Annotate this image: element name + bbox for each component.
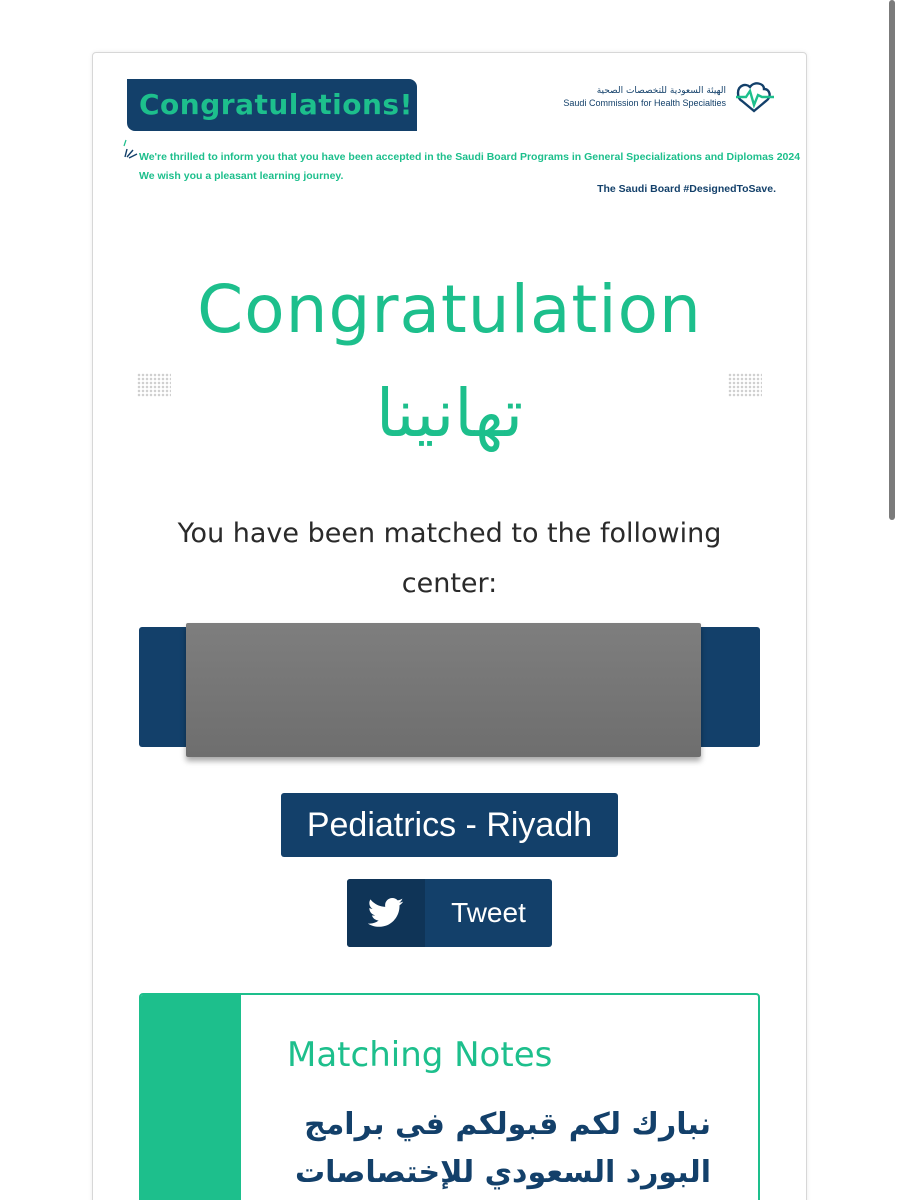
scrollbar-track[interactable] (885, 0, 899, 1200)
page-title-arabic: تهانينا (375, 375, 524, 452)
matching-notes-panel (139, 993, 760, 1200)
scfhs-logo (563, 79, 776, 115)
redacted-center-name (186, 623, 701, 757)
page-title-english: Congratulation (197, 271, 702, 348)
scrollbar-thumb[interactable] (889, 0, 895, 520)
acceptance-card (92, 52, 807, 1200)
tweet-label[interactable]: Tweet (451, 897, 526, 928)
tweet-button[interactable] (347, 879, 552, 947)
notes-title: Matching Notes (287, 1035, 553, 1075)
tweet-icon-box[interactable] (347, 879, 425, 947)
header-banner (93, 53, 806, 208)
scfhs-logo-icon (732, 79, 776, 115)
logo-arabic-name: الهيئة السعودية للتخصصات الصحية (596, 86, 726, 96)
notes-accent-bar (141, 995, 241, 1200)
hashtag-text: The Saudi Board #DesignedToSave. (597, 183, 776, 195)
wish-message: We wish you a pleasant learning journey. (139, 170, 344, 182)
matched-message: You have been matched to the following center: (177, 518, 722, 599)
notes-body: نبارك لكم قبولكم في برامج البورد السعودي للإختصاصات (294, 1107, 711, 1190)
logo-english-name: Saudi Commission for Health Specialties (563, 98, 726, 108)
specialty-badge: Pediatrics - Riyadh (281, 793, 618, 857)
acceptance-message: We're thrilled to inform you that you have been accepted in the Saudi Board Programs in General Specializations and Diplomas 2024 (139, 151, 801, 163)
logo-text (563, 85, 726, 109)
twitter-bird-icon (368, 898, 404, 928)
sparkle-icon (123, 137, 139, 159)
congratulations-badge: Congratulations! (127, 79, 417, 131)
